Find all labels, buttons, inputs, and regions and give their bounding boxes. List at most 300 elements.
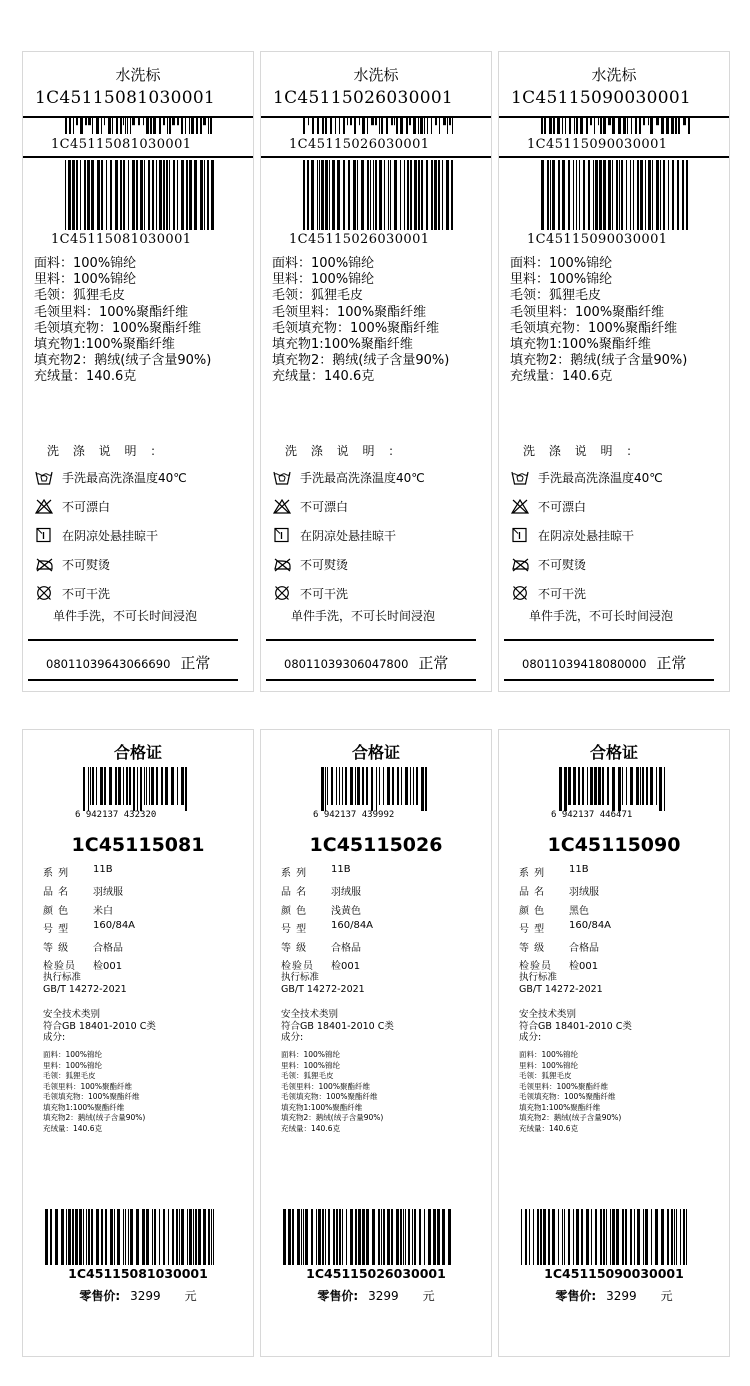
field-row <box>281 883 361 898</box>
barcode-bar <box>92 767 94 805</box>
barcode-bar <box>106 160 107 230</box>
barcode-bar <box>345 767 347 805</box>
barcode-bar <box>112 118 113 134</box>
barcode-bar <box>321 767 324 811</box>
field-value: 浅黄色 <box>331 906 361 917</box>
field-row <box>43 939 123 954</box>
barcode-bar <box>325 118 327 134</box>
barcode-bar <box>346 1209 347 1265</box>
ean-digits: 6 942137 439992 <box>313 810 395 820</box>
field-row <box>281 939 361 954</box>
barcode-bar <box>152 160 154 230</box>
barcode-bar <box>312 118 314 134</box>
barcode-bar <box>347 118 348 125</box>
divider <box>504 679 714 681</box>
barcode-bar <box>189 118 190 134</box>
hand-wash-icon <box>511 469 529 485</box>
barcode-bar <box>612 118 615 134</box>
barcode-bar <box>386 118 388 134</box>
care-item <box>511 468 663 486</box>
composition-line: 里料：100%锦纶 <box>43 1060 102 1070</box>
barcode-bar <box>418 160 420 230</box>
field-label: 等 级 <box>281 943 308 954</box>
barcode-bar <box>594 118 595 134</box>
care-text: 在阴凉处悬挂晾干 <box>62 528 159 543</box>
standard-label: 执行标准 <box>519 972 558 983</box>
barcode-large <box>303 160 453 230</box>
care-instructions-heading: 洗 涤 说 明 ： <box>47 444 168 458</box>
barcode-bar <box>213 1209 214 1265</box>
barcode-bar <box>664 767 665 811</box>
field-value: 11B <box>93 864 113 875</box>
barcode-large <box>65 160 215 230</box>
composition-line: 面料：100%锦纶 <box>43 1050 102 1059</box>
barcode-bar <box>181 767 184 805</box>
barcode-bar <box>179 1209 180 1265</box>
price-label: 零售价: <box>555 1289 597 1303</box>
barcode-bar <box>146 118 149 134</box>
material-line: 里料：100%锦纶 <box>272 272 375 288</box>
material-line: 毛领填充物：100%聚酯纤维 <box>272 320 440 336</box>
barcode-bar <box>339 1209 341 1265</box>
barcode-bar <box>303 118 305 134</box>
barcode-bar <box>550 160 551 230</box>
price-value: 3299 <box>130 1289 161 1303</box>
barcode-bar <box>421 767 424 811</box>
standard-value: GB/T 14272-2021 <box>43 983 127 995</box>
barcode-bar <box>354 118 356 134</box>
barcode-bar <box>447 118 448 134</box>
barcode-bar <box>362 767 364 805</box>
wash-label-card <box>22 51 254 692</box>
barcode-bar <box>91 160 94 230</box>
barcode-bar <box>91 1209 93 1265</box>
field-label: 品 名 <box>281 887 308 898</box>
barcode-bar <box>140 160 143 230</box>
barcode-bar <box>104 767 106 805</box>
barcode-bar <box>400 118 403 134</box>
barcode-bar <box>350 1209 353 1265</box>
barcode-bar <box>631 118 632 134</box>
field-label: 等 级 <box>519 943 546 954</box>
barcode-bar <box>359 118 360 125</box>
material-line: 毛领里料：100%聚酯纤维 <box>272 304 427 320</box>
price-value: 3299 <box>606 1289 637 1303</box>
barcode-bar <box>618 767 621 811</box>
barcode-bar <box>144 160 145 230</box>
barcode-bar <box>173 160 175 230</box>
barcode-bar <box>322 1209 324 1265</box>
care-text: 手洗最高洗涤温度40℃ <box>300 470 425 485</box>
barcode-bar <box>185 767 187 811</box>
care-item <box>273 468 425 486</box>
composition-line: 毛领：狐狸毛皮 <box>43 1071 96 1080</box>
barcode-bar <box>686 1209 687 1265</box>
field-row <box>281 920 373 935</box>
safety-label: 安全技术类别 <box>519 1009 577 1020</box>
material-line: 充绒量：140.6克 <box>34 369 137 385</box>
barcode-bar <box>406 118 408 134</box>
barcode-bar <box>118 767 121 805</box>
barcode-bar <box>630 160 631 230</box>
barcode-bar <box>105 1209 107 1265</box>
ean-barcode <box>83 767 189 811</box>
ean-barcode <box>559 767 665 811</box>
barcode-bar <box>176 1209 178 1265</box>
barcode-bar <box>151 767 154 805</box>
field-value: 羽绒服 <box>331 887 361 898</box>
barcode-bar <box>562 1209 563 1265</box>
field-label: 号 型 <box>43 924 70 935</box>
ean-digits: 6 942137 432320 <box>75 810 157 820</box>
barcode-bar <box>110 1209 113 1265</box>
care-note: 单件手洗，不可长时间浸泡 <box>53 609 198 623</box>
barcode-bar <box>325 1209 326 1265</box>
barcode-bar <box>666 118 669 134</box>
barcode-bar <box>100 767 103 805</box>
barcode-bar <box>210 118 212 134</box>
barcode-bar <box>130 118 131 134</box>
care-instructions-heading: 洗 涤 说 明 ： <box>523 444 644 458</box>
barcode-bar <box>66 1209 67 1265</box>
barcode-bar <box>343 118 345 134</box>
barcode-bar <box>568 160 570 230</box>
wash-label-card <box>260 51 492 692</box>
barcode-bar <box>168 1209 169 1265</box>
barcode-bar <box>594 767 597 805</box>
barcode-bar <box>372 1209 375 1265</box>
ean-digits: 6 942137 446471 <box>551 810 633 820</box>
barcode-bar <box>101 118 102 134</box>
field-value: 合格品 <box>569 943 599 954</box>
barcode-bar <box>580 118 583 134</box>
barcode-bar <box>590 767 593 805</box>
care-item <box>35 497 110 515</box>
barcode-bar <box>656 160 659 230</box>
care-item <box>511 555 586 573</box>
barcode-bar <box>303 1209 304 1265</box>
wash-label-footer <box>284 652 448 673</box>
barcode-bar <box>156 767 158 805</box>
barcode-bar <box>311 1209 313 1265</box>
divider <box>261 156 491 158</box>
barcode-bar <box>557 118 560 134</box>
barcode-bar <box>650 767 653 805</box>
barcode-bar <box>424 118 425 134</box>
barcode-bar <box>163 1209 165 1265</box>
barcode-bar <box>442 160 443 230</box>
barcode-bar <box>305 1209 308 1265</box>
barcode-bar <box>116 118 118 134</box>
wash-label-footer <box>522 652 686 673</box>
field-row <box>281 864 351 879</box>
barcode-bar <box>350 767 353 805</box>
barcode-bar <box>397 767 399 805</box>
barcode-bar <box>656 118 659 125</box>
barcode-bar <box>130 1209 133 1265</box>
barcode-bar <box>96 118 99 134</box>
barcode-bar <box>619 160 620 230</box>
barcode-bar <box>301 1209 302 1265</box>
barcode-bar <box>686 160 688 230</box>
line-dry-shade-icon <box>511 527 529 543</box>
field-row <box>519 920 611 935</box>
certificate-card <box>260 729 492 1357</box>
barcode-bar <box>133 767 135 811</box>
barcode-bar <box>616 160 618 230</box>
composition-line: 毛领填充物：100%聚酯纤维 <box>519 1092 616 1101</box>
barcode-bar <box>332 160 335 230</box>
composition-label: 成分: <box>519 1032 542 1043</box>
barcode-bar <box>101 1209 103 1265</box>
barcode-bar <box>651 1209 652 1265</box>
care-text: 在阴凉处悬挂晾干 <box>300 528 397 543</box>
barcode-bar <box>68 1209 71 1265</box>
barcode-bar <box>552 160 555 230</box>
barcode-bar <box>640 767 641 805</box>
barcode-bar <box>383 1209 385 1265</box>
barcode-bar <box>541 118 543 134</box>
no-bleach-icon <box>273 498 291 514</box>
barcode-bar <box>169 160 170 230</box>
material-line: 填充物1:100%聚酯纤维 <box>34 337 175 353</box>
barcode-bar <box>648 160 651 230</box>
composition-list <box>281 1050 383 1134</box>
barcode-bar <box>412 1209 413 1265</box>
barcode-bar <box>612 160 613 230</box>
barcode-bar <box>645 1209 648 1265</box>
barcode-bar <box>362 1209 365 1265</box>
wash-label-title: 水洗标 <box>353 66 399 84</box>
divider <box>23 156 253 158</box>
standard-value: GB/T 14272-2021 <box>519 983 603 995</box>
barcode-bar <box>379 767 380 805</box>
barcode-bar <box>194 160 197 230</box>
field-value: 黑色 <box>569 906 589 917</box>
field-value: 11B <box>331 864 351 875</box>
barcode-bar <box>525 1209 527 1265</box>
care-item <box>35 526 158 544</box>
barcode-bar <box>659 767 662 811</box>
barcode-bar <box>431 160 433 230</box>
barcode-bar <box>671 118 674 134</box>
field-label: 系 列 <box>281 868 308 879</box>
barcode-bar <box>603 160 606 230</box>
product-barcode-number: 1C45115090030001 <box>544 1266 684 1281</box>
barcode-bar <box>163 118 165 125</box>
barcode-bar <box>400 160 401 230</box>
barcode-bar <box>335 118 336 134</box>
composition-line: 毛领里料：100%聚酯纤维 <box>519 1081 608 1091</box>
barcode-bar <box>582 767 584 805</box>
barcode-bar <box>75 1209 78 1265</box>
barcode-bar <box>152 1209 153 1265</box>
no-bleach-icon <box>511 498 529 514</box>
barcode-bar <box>88 767 89 811</box>
barcode-bar <box>327 767 328 805</box>
barcode-bar <box>165 767 168 805</box>
model-number: 1C45115090 <box>547 834 681 856</box>
wash-label-code: 1C45115081030001 <box>35 88 216 108</box>
care-text: 在阴凉处悬挂晾干 <box>538 528 635 543</box>
barcode-bar <box>181 1209 184 1265</box>
care-text: 不可干洗 <box>62 586 111 601</box>
barcode-bar <box>595 160 598 230</box>
price-unit: 元 <box>422 1289 435 1303</box>
field-value: 检001 <box>331 961 361 972</box>
barcode-bar <box>574 118 575 134</box>
barcode-bar <box>143 118 144 125</box>
barcode-bar <box>576 118 578 134</box>
divider <box>28 679 238 681</box>
certificate-card <box>498 729 730 1357</box>
retail-price <box>499 1287 729 1304</box>
barcode-bar <box>540 1209 542 1265</box>
barcode-bar <box>558 1209 559 1265</box>
no-iron-icon <box>273 556 291 572</box>
barcode-bar <box>84 160 86 230</box>
barcode-bar <box>207 160 209 230</box>
no-iron-icon <box>511 556 529 572</box>
barcode-bar <box>83 767 85 811</box>
barcode-bar <box>163 160 165 230</box>
barcode-bar <box>446 160 449 230</box>
composition-list <box>43 1050 145 1134</box>
material-line: 里料：100%锦纶 <box>510 272 613 288</box>
care-text: 手洗最高洗涤温度40℃ <box>538 470 663 485</box>
field-value: 检001 <box>569 961 599 972</box>
barcode-bar <box>76 160 78 230</box>
barcode-bar <box>600 1209 602 1265</box>
barcode-bar <box>126 767 128 805</box>
barcode-bar <box>405 1209 406 1265</box>
barcode-bar <box>431 118 432 134</box>
barcode-bar <box>637 160 639 230</box>
barcode-bar <box>65 118 67 134</box>
composition-list <box>519 1050 621 1134</box>
wash-label-footer <box>46 652 210 673</box>
product-barcode-number: 1C45115081030001 <box>68 1266 208 1281</box>
barcode-bar <box>622 767 623 805</box>
field-value: 米白 <box>93 906 113 917</box>
no-bleach-icon <box>35 498 53 514</box>
barcode-bar <box>392 767 394 805</box>
barcode-bar <box>367 160 369 230</box>
care-instructions-heading: 洗 涤 说 明 ： <box>285 444 406 458</box>
barcode-bar <box>576 1209 579 1265</box>
barcode-bar <box>404 160 405 230</box>
barcode-bar <box>564 1209 565 1265</box>
barcode-bar <box>645 160 646 230</box>
barcode-bar <box>83 1209 84 1265</box>
safety-value: 符合GB 18401-2010 C类 <box>281 1020 394 1032</box>
barcode-bar <box>427 118 428 134</box>
safety-value: 符合GB 18401-2010 C类 <box>43 1020 156 1032</box>
barcode-bar <box>623 118 626 134</box>
barcode-bar <box>602 767 604 805</box>
barcode-bar <box>367 118 368 134</box>
barcode-large <box>541 160 691 230</box>
material-line: 填充物2：鹅绒(绒子含量90%) <box>272 353 450 369</box>
standard-label: 执行标准 <box>43 972 82 983</box>
barcode-bar <box>608 118 611 125</box>
barcode-bar <box>69 118 71 134</box>
barcode-bar <box>97 160 100 230</box>
field-label: 颜 色 <box>519 906 546 917</box>
price-unit: 元 <box>184 1289 197 1303</box>
care-text: 不可熨烫 <box>300 557 349 572</box>
composition-line: 毛领填充物：100%聚酯纤维 <box>43 1092 140 1101</box>
barcode-bar <box>325 767 326 811</box>
barcode-number: 1C45115026030001 <box>289 137 430 152</box>
barcode-bar <box>120 160 122 230</box>
barcode-bar <box>317 118 319 134</box>
barcode-bar <box>319 160 320 230</box>
barcode-bar <box>656 767 657 805</box>
barcode-bar <box>142 1209 145 1265</box>
wash-label-title: 水洗标 <box>591 66 637 84</box>
barcode-bar <box>533 1209 534 1265</box>
barcode-bar <box>203 1209 206 1265</box>
barcode-bar <box>642 767 644 805</box>
material-line: 面料：100%锦纶 <box>272 256 375 271</box>
barcode-small <box>65 118 215 134</box>
barcode-bar <box>635 118 637 134</box>
barcode-bar <box>109 767 112 805</box>
field-row <box>519 864 589 879</box>
barcode-bar <box>433 1209 436 1265</box>
model-number: 1C45115026 <box>309 834 443 856</box>
barcode-bar <box>172 1209 174 1265</box>
barcode-bar <box>674 1209 675 1265</box>
barcode-bar <box>172 118 175 125</box>
barcode-bar <box>606 1209 607 1265</box>
barcode-bar <box>667 1209 669 1265</box>
barcode-bar <box>136 1209 139 1265</box>
barcode-bar <box>622 1209 624 1265</box>
barcode-bar <box>128 1209 129 1265</box>
care-item <box>273 584 348 602</box>
barcode-bar <box>138 118 140 125</box>
field-row <box>281 957 360 972</box>
barcode-bar <box>418 118 419 134</box>
field-row <box>43 920 135 935</box>
barcode-bar <box>370 160 371 230</box>
barcode-bar <box>678 118 680 134</box>
barcode-bar <box>420 118 423 134</box>
barcode-bar <box>123 767 124 805</box>
care-item <box>273 526 396 544</box>
barcode-bar <box>541 160 544 230</box>
barcode-bar <box>191 118 194 134</box>
barcode-bar <box>308 118 309 125</box>
barcode-bar <box>311 160 314 230</box>
barcode-bar <box>544 118 546 134</box>
care-text: 不可干洗 <box>538 586 587 601</box>
barcode-bar <box>322 118 324 134</box>
barcode-bar <box>610 1209 611 1265</box>
safety-label: 安全技术类别 <box>281 1009 339 1020</box>
ean-barcode <box>321 767 427 811</box>
field-label: 品 名 <box>519 887 546 898</box>
field-row <box>43 864 113 879</box>
line-dry-shade-icon <box>35 527 53 543</box>
product-barcode-number: 1C45115026030001 <box>306 1266 446 1281</box>
barcode-bar <box>87 160 90 230</box>
barcode-bar <box>321 160 324 230</box>
barcode-bar <box>144 767 145 805</box>
material-line: 毛领里料：100%聚酯纤维 <box>34 304 189 320</box>
